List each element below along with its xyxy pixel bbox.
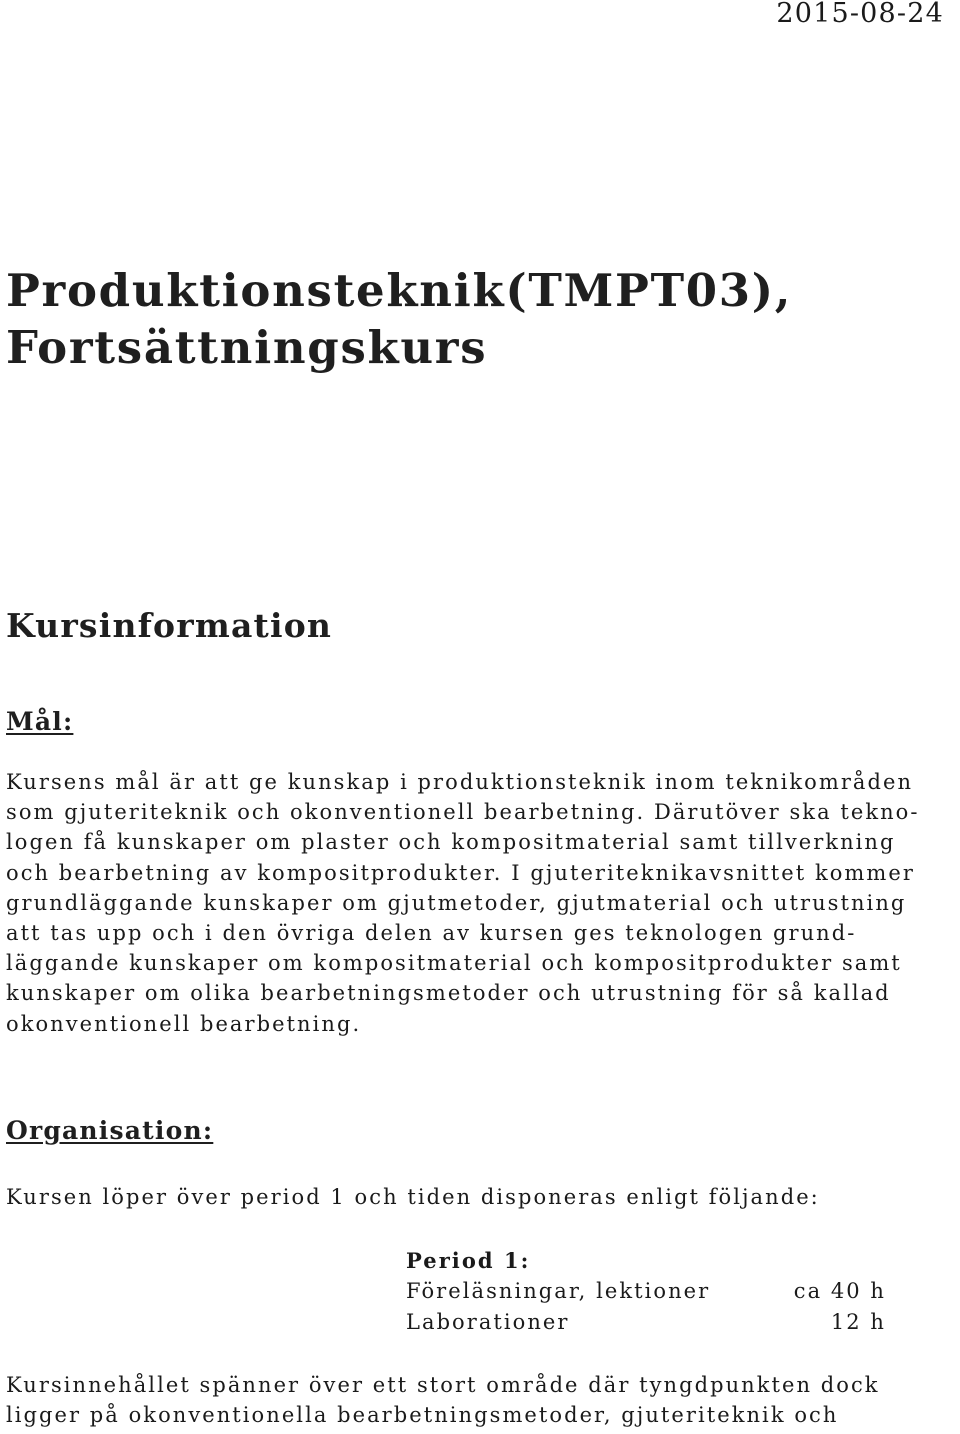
schedule-row — [406, 1276, 886, 1307]
text-line: läggande kunskaper om kompositmaterial och kompositprodukter samt — [6, 951, 902, 976]
schedule-label: Föreläsningar, lektioner — [406, 1279, 711, 1303]
schedule-hours: ca 40 h — [793, 1279, 886, 1303]
document-title — [6, 262, 792, 376]
closing-paragraph — [6, 1370, 880, 1430]
text-line: att tas upp och i den övriga delen av kursen ges teknologen grund- — [6, 921, 857, 946]
text-line: Kursinnehållet spänner över ett stort område där tyngdpunkten dock — [6, 1373, 880, 1397]
period-title: Period 1: — [406, 1248, 531, 1273]
organisation-intro — [6, 1182, 820, 1212]
schedule-hours: 12 h — [830, 1310, 886, 1334]
goal-heading: Mål: — [6, 707, 74, 736]
title-line: Produktionsteknik(TMPT03), — [6, 264, 793, 317]
text-line: som gjuteriteknik och okonventionell bearbetning. Därutöver ska tekno- — [6, 800, 920, 825]
text-line: Kursen löper över period 1 och tiden disponeras enligt följande: — [6, 1185, 820, 1209]
document-date: 2015-08-24 — [776, 0, 944, 29]
text-line: och bearbetning av kompositprodukter. I gjuteriteknikavsnittet kommer — [6, 860, 915, 885]
text-line: okonventionell bearbetning. — [6, 1011, 362, 1036]
schedule-label: Laborationer — [406, 1310, 570, 1334]
text-line: Kursens mål är att ge kunskap i produktionsteknik inom teknikområden — [6, 770, 914, 794]
goal-paragraph — [6, 767, 920, 1039]
title-line: Fortsättningskurs — [6, 321, 488, 374]
section-heading-kursinformation: Kursinformation — [6, 606, 333, 645]
text-line: ligger på okonventionella bearbetningsmetoder, gjuteriteknik och — [6, 1403, 839, 1428]
text-line: grundläggande kunskaper om gjutmetoder, gjutmaterial och utrustning — [6, 890, 907, 915]
organisation-heading: Organisation: — [6, 1116, 214, 1145]
schedule-row — [406, 1307, 886, 1338]
text-line: kunskaper om olika bearbetningsmetoder och utrustning för så kallad — [6, 981, 891, 1006]
period-schedule — [406, 1245, 886, 1338]
text-line: logen få kunskaper om plaster och kompositmaterial samt tillverkning — [6, 830, 896, 855]
